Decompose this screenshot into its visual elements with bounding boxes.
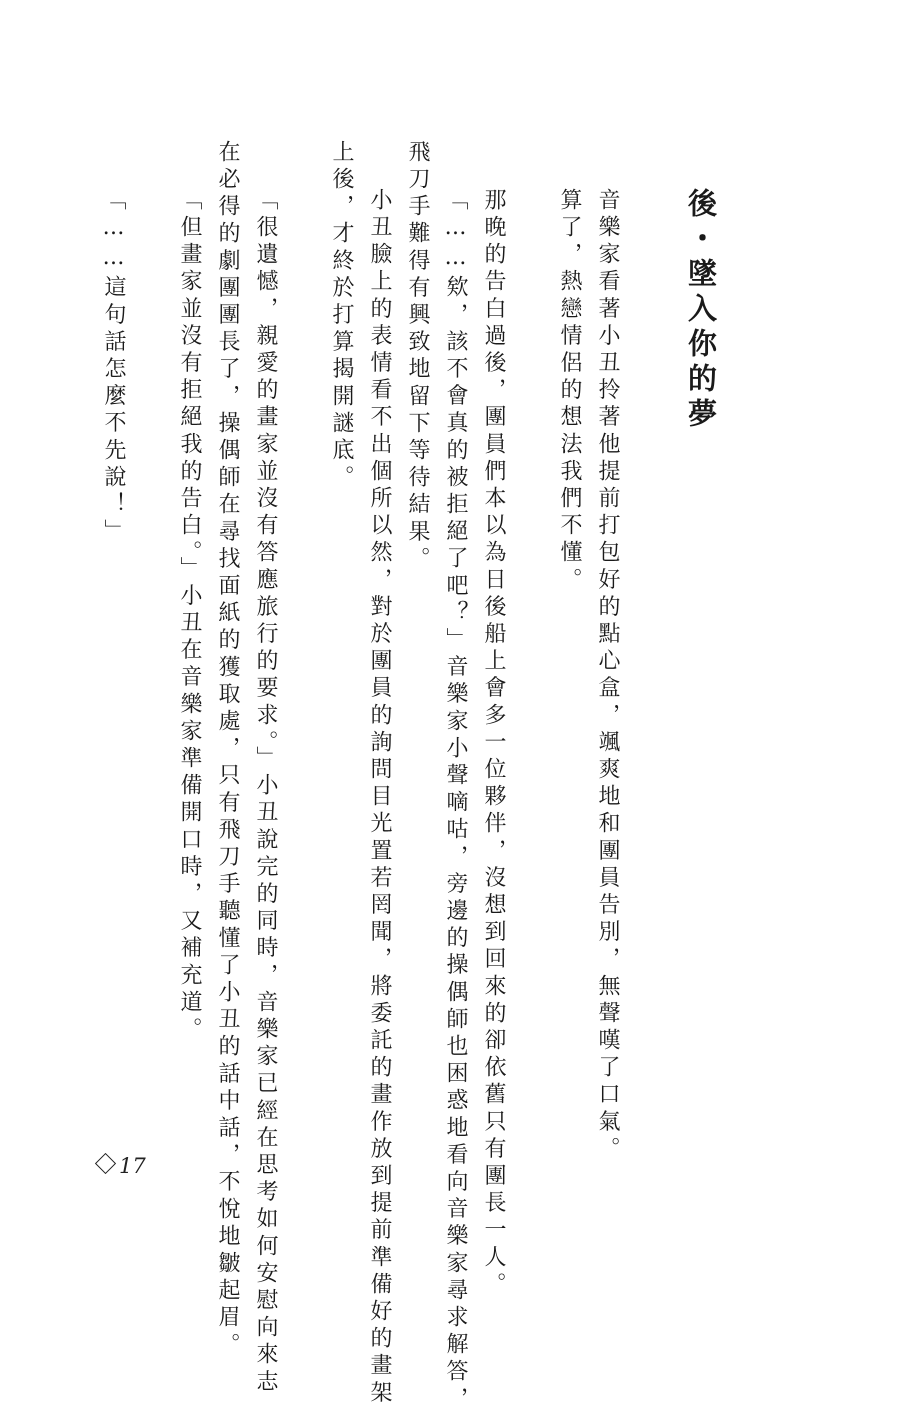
paragraph-line: 上後，才終於打算揭開謎底。 [329,140,354,493]
chapter-title: 後・墜入你的夢 [684,188,718,433]
diamond-icon [95,1153,116,1174]
paragraph-line: 「……欸，該不會真的被拒絕了吧？」音樂家小聲嘀咕，旁邊的操偶師也困惑地看向音樂家尋求解答， [443,188,468,1414]
paragraph-line: 「但畫家並沒有拒絕我的告白。」小丑在音樂家準備開口時，又補充道。 [177,188,202,1045]
paragraph-line: 「……這句話怎麼不先說！」 [101,188,126,547]
paragraph-line: 算了，熱戀情侶的想法我們不懂。 [557,188,582,595]
paragraph-line: 「很遺憾，親愛的畫家並沒有答應旅行的要求。」小丑說完的同時，音樂家已經在思考如何安慰向來志 [253,188,278,1397]
paragraph-line: 那晚的告白過後，團員們本以為日後船上會多一位夥伴，沒想到回來的卻依舊只有團長一人。 [481,188,506,1300]
page-number [98,1152,146,1181]
paragraph-line: 飛刀手難得有興致地留下等待結果。 [405,140,430,574]
page-number-text: 17 [119,1154,146,1178]
paragraph-line: 在必得的劇團團長了，操偶師在尋找面紙的獲取處，只有飛刀手聽懂了小丑的話中話，不悅地皺起眉。 [215,140,240,1360]
paragraph-line: 小丑臉上的表情看不出個所以然，對於團員的詢問目光置若罔聞，將委託的畫作放到提前準備好的畫架 [367,188,392,1408]
paragraph-line: 音樂家看著小丑拎著他提前打包好的點心盒，颯爽地和團員告別，無聲嘆了口氣。 [595,188,620,1164]
